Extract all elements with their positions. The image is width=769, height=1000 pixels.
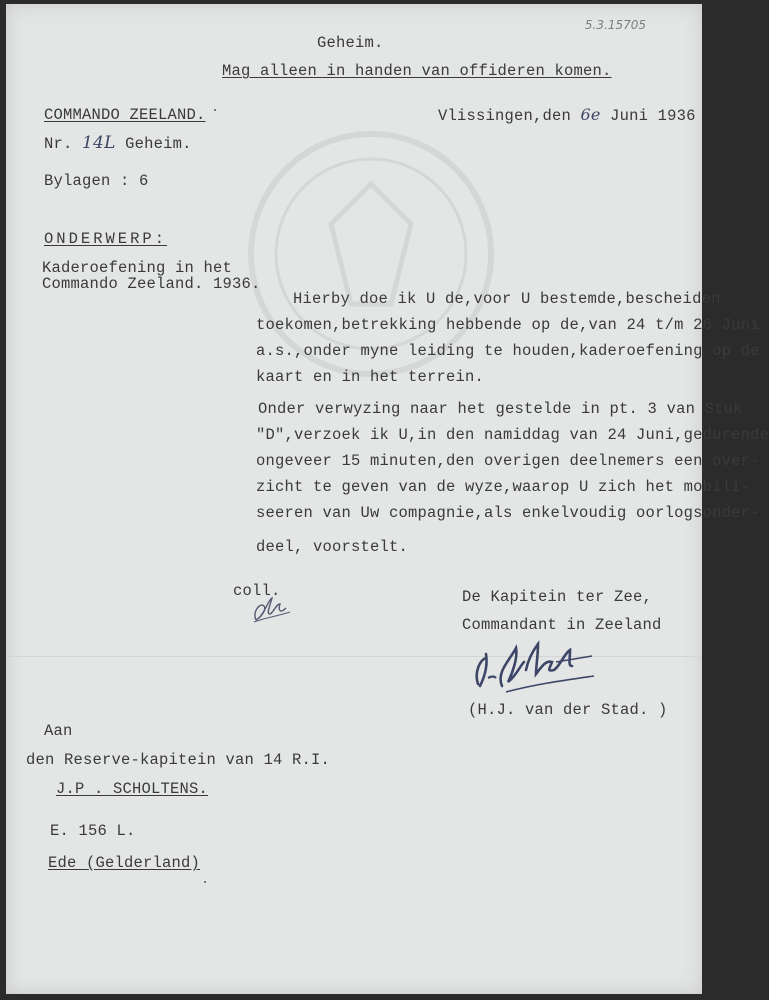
signatory-title-2: Commandant in Zeeland bbox=[462, 616, 662, 634]
recipient-city: Ede (Gelderland) bbox=[48, 854, 201, 872]
body-line: zicht te geven van de wyze,waarop U zich het mobili- bbox=[256, 478, 751, 496]
recipient-street: E. 156 L. bbox=[50, 822, 136, 840]
initials-signature bbox=[250, 592, 292, 631]
body-line: Hierby doe ik U de,voor U bestemde,bescheiden bbox=[293, 290, 721, 308]
body-line: kaart en in het terrein. bbox=[256, 368, 485, 386]
letter-page bbox=[6, 4, 769, 994]
subject-line-2: Commando Zeeland. 1936. bbox=[42, 275, 261, 293]
body-line: ongeveer 15 minuten,den overigen deelnemers een over- bbox=[256, 452, 760, 470]
handwritten-signature bbox=[466, 632, 596, 699]
signatory-title-1: De Kapitein ter Zee, bbox=[462, 588, 653, 606]
body-line: "D",verzoek ik U,in den namiddag van 24 Juni,gedurende bbox=[256, 426, 769, 444]
subject-label: ONDERWERP: bbox=[44, 230, 168, 248]
handwritten-day: 6e bbox=[580, 105, 601, 124]
body-line: toekomen,betrekking hebbende op de,van 24 t/m 26 Juni bbox=[256, 316, 760, 334]
reference-number bbox=[44, 134, 192, 153]
body-line: a.s.,onder myne leiding te houden,kaderoefening op de bbox=[256, 342, 760, 360]
number-suffix: Geheim. bbox=[125, 135, 192, 153]
coll-note: coll. bbox=[233, 582, 281, 600]
place-date-prefix: Vlissingen,den bbox=[438, 107, 572, 125]
paper-fold bbox=[6, 656, 702, 657]
subject-line-1: Kaderoefening in het bbox=[42, 259, 233, 277]
classification-heading: Geheim. bbox=[317, 34, 384, 52]
signatory-name: (H.J. van der Stad. ) bbox=[468, 701, 668, 719]
body-line: deel, voorstelt. bbox=[256, 538, 409, 556]
sender-name: COMMANDO ZEELAND. bbox=[44, 106, 206, 124]
month-year: Juni 1936 bbox=[610, 107, 696, 125]
restriction-note: Mag alleen in handen van offideren komen. bbox=[222, 62, 612, 80]
body-line: Onder verwyzing naar het gestelde in pt. 3 van Stuk bbox=[258, 400, 743, 418]
archive-number: 5.3.15705 bbox=[584, 18, 646, 32]
body-line: seeren van Uw compagnie,als enkelvoudig oorlogsonder- bbox=[256, 504, 760, 522]
place-date bbox=[438, 106, 696, 125]
attachments-line: Bylagen : 6 bbox=[44, 172, 149, 190]
ink-dot bbox=[204, 881, 206, 883]
handwritten-number: 14L bbox=[82, 133, 116, 153]
address-to: Aan bbox=[44, 722, 73, 740]
recipient-name: J.P . SCHOLTENS. bbox=[56, 780, 209, 798]
number-prefix: Nr. bbox=[44, 135, 73, 153]
ink-dot bbox=[214, 109, 216, 111]
recipient-rank: den Reserve-kapitein van 14 R.I. bbox=[26, 751, 331, 769]
